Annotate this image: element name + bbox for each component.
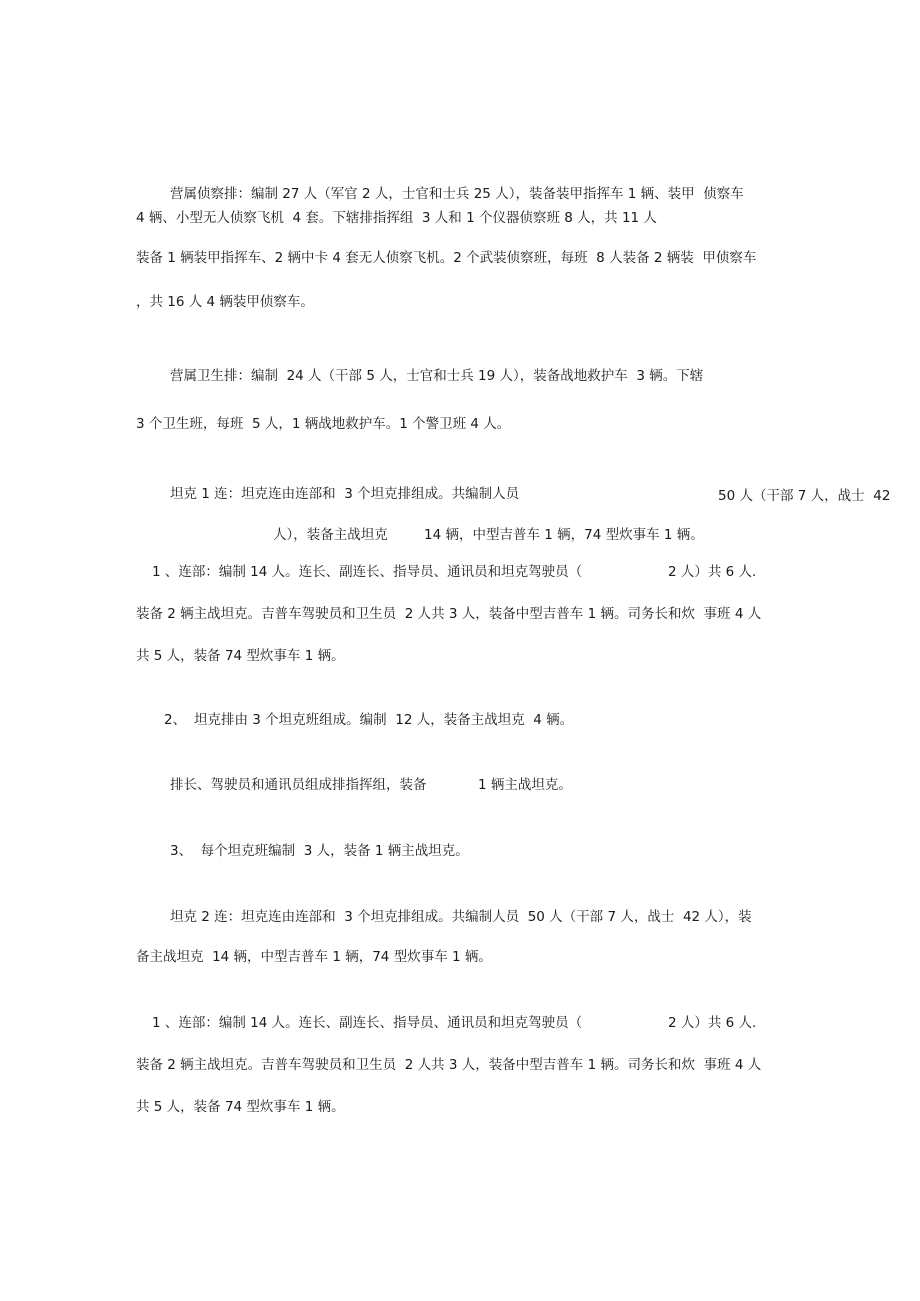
text-line: 人），装备主战坦克: [273, 527, 388, 543]
text-line: 共 5 人，装备 74 型炊事车 1 辆。: [136, 648, 345, 664]
text-line: 装备 2 辆主战坦克。吉普车驾驶员和卫生员 2 人共 3 人，装备中型吉普车 1 辆。司务长和炊 事班 4 人: [136, 1057, 762, 1073]
text-line: 营属卫生排：编制 24 人（干部 5 人，士官和士兵 19 人），装备战地救护车 3 辆。下辖: [170, 368, 704, 384]
list-number: 2、: [164, 712, 187, 728]
text-line: 坦克 2 连：坦克连由连部和 3 个坦克排组成。共编制人员 50 人（干部 7 人，战士 42 人），装: [170, 909, 752, 925]
text-line: 4 辆、小型无人侦察飞机 4 套。下辖排指挥组 3 人和 1 个仪器侦察班 8 人，共 11 人: [136, 210, 657, 226]
text-line: 3 个卫生班，每班 5 人，1 辆战地救护车。1 个警卫班 4 人。: [136, 416, 511, 432]
text-line: 1 辆主战坦克。: [478, 777, 572, 793]
text-line: 1 、连部：编制 14 人。连长、副连长、指导员、通讯员和坦克驾驶员（: [152, 1015, 583, 1031]
text-line: 2 人）共 6 人.: [668, 1015, 757, 1031]
text-line: 2 人）共 6 人.: [668, 564, 757, 580]
text-line: ，共 16 人 4 辆装甲侦察车。: [136, 294, 314, 310]
text-line: 1 、连部：编制 14 人。连长、副连长、指导员、通讯员和坦克驾驶员（: [152, 564, 583, 580]
text-line: 坦克排由 3 个坦克班组成。编制 12 人，装备主战坦克 4 辆。: [194, 712, 574, 728]
text-line: 50 人（干部 7 人，战士 42: [718, 488, 891, 504]
text-line: 14 辆，中型吉普车 1 辆，74 型炊事车 1 辆。: [424, 527, 704, 543]
text-line: 营属侦察排：编制 27 人（军官 2 人，士官和士兵 25 人），装备装甲指挥车 1 辆、装甲 侦察车: [170, 186, 744, 202]
text-line: 坦克 1 连：坦克连由连部和 3 个坦克排组成。共编制人员: [170, 486, 520, 502]
text-line: 3、 每个坦克班编制 3 人，装备 1 辆主战坦克。: [170, 843, 469, 859]
text-line: 装备 1 辆装甲指挥车、2 辆中卡 4 套无人侦察飞机。2 个武装侦察班，每班 8 人装备 2 辆装 甲侦察车: [136, 250, 757, 266]
text-line: 装备 2 辆主战坦克。吉普车驾驶员和卫生员 2 人共 3 人，装备中型吉普车 1 辆。司务长和炊 事班 4 人: [136, 606, 762, 622]
text-line: 排长、驾驶员和通讯员组成排指挥组，装备: [170, 777, 427, 793]
text-line: 共 5 人，装备 74 型炊事车 1 辆。: [136, 1099, 345, 1115]
text-line: 备主战坦克 14 辆，中型吉普车 1 辆，74 型炊事车 1 辆。: [136, 949, 492, 965]
